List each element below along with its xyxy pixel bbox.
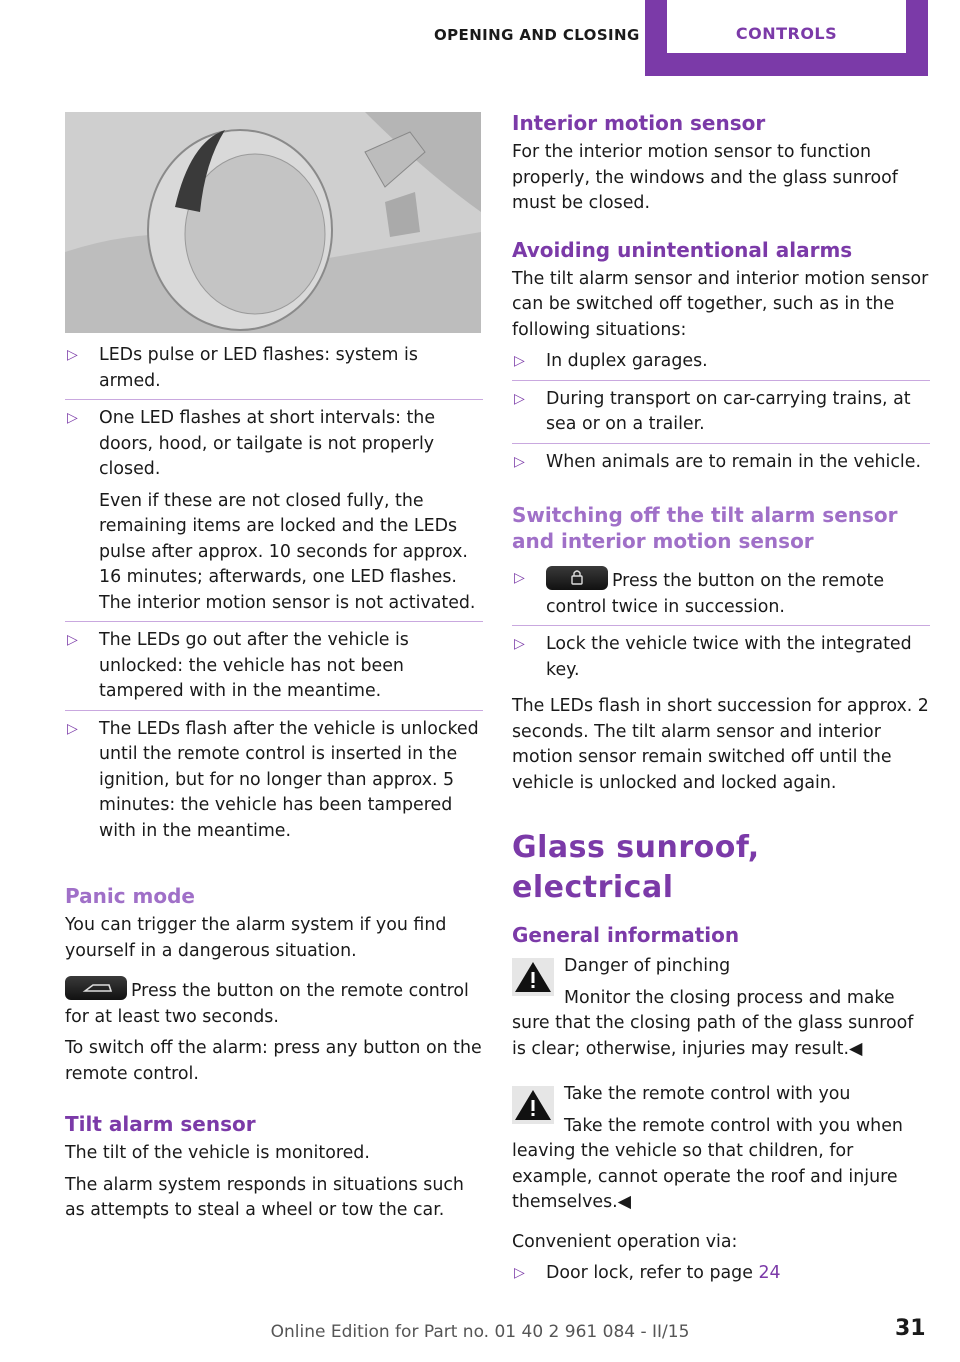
- triangle-bullet-icon: ▷: [514, 353, 525, 369]
- list-item: ▷ During transport on car-carrying trains, at sea or on a trailer.: [512, 387, 930, 444]
- convenient-operation-text: Convenient operation via:: [512, 1231, 738, 1252]
- right-column: [512, 110, 930, 1298]
- triangle-bullet-icon: ▷: [514, 1265, 525, 1281]
- avoid-alarms-text: The tilt alarm sensor and interior motion sensor can be switched off together, such as in the following situations:: [512, 268, 929, 340]
- panic-mode-instruction: Press the button on the remote control for at least two seconds.: [65, 976, 483, 1030]
- triangle-bullet-icon: ▷: [514, 390, 525, 407]
- list-item: ▷ One LED flashes at short intervals: the doors, hood, or tailgate is not properly closed. Even if these are not closed fully, the remaining items are locked and the LEDs pulse after approx. 10 seconds for approx. 16 minutes; afterwards, one LED flashes. The interior motion sensor is not activated.: [65, 406, 483, 622]
- triangle-bullet-icon: ▷: [67, 632, 78, 648]
- switch-off-text: The LEDs flash in short succession for approx. 2 seconds. The tilt alarm sensor and interior motion sensor remain switched off until the vehicle is unlocked and locked again.: [512, 696, 929, 793]
- left-column: [65, 343, 483, 1224]
- triangle-bullet-icon: ▷: [514, 636, 525, 652]
- warning-pinching: [512, 954, 930, 980]
- chapter-tab: [645, 0, 928, 76]
- chapter-tab-label: CONTROLS: [735, 24, 838, 43]
- warning-title: Danger of pinching: [564, 956, 731, 976]
- panic-mode-switch-off: To switch off the alarm: press any button on the remote control.: [65, 1038, 482, 1084]
- warning-text: Take the remote control with you when leaving the vehicle so that children, for example, cannot operate the roof and injure themselves.◀: [512, 1115, 903, 1212]
- triangle-bullet-icon: ▷: [514, 453, 525, 470]
- glass-sunroof-heading: Glass sunroof, electrical: [512, 830, 760, 905]
- lock-button-icon: [546, 566, 608, 590]
- list-item: ▷ Door lock, refer to page 24: [512, 1261, 930, 1292]
- page-reference-link[interactable]: 24: [758, 1263, 781, 1283]
- convenient-operation-list: [512, 1261, 930, 1292]
- triangle-bullet-icon: ▷: [67, 410, 78, 426]
- interior-motion-heading: Interior motion sensor: [512, 111, 766, 135]
- avoid-alarms-heading: Avoiding unintentional alarms: [512, 237, 853, 262]
- page-number: 31: [895, 1316, 926, 1341]
- triangle-bullet-icon: ▷: [67, 720, 78, 737]
- triangle-bullet-icon: ▷: [514, 570, 525, 586]
- tilt-alarm-text-1: The tilt of the vehicle is monitored.: [65, 1143, 370, 1163]
- warning-text: Monitor the closing process and make sure that the closing path of the glass sunroof is clear; otherwise, injuries may result.◀: [512, 987, 914, 1059]
- list-item: ▷ LEDs pulse or LED flashes: system is armed.: [65, 343, 483, 400]
- list-item: ▷ The LEDs go out after the vehicle is unlocked: the vehicle has not been tampered with in the meantime.: [65, 628, 483, 711]
- warning-remote: [512, 1082, 930, 1108]
- list-item: ▷ Lock the vehicle twice with the integrated key.: [514, 634, 912, 680]
- tilt-alarm-heading: Tilt alarm sensor: [65, 1112, 256, 1136]
- alarm-led-photo: [65, 112, 481, 333]
- trunk-button-icon: [65, 976, 127, 1000]
- section-title: OPENING AND CLOSING: [434, 26, 640, 44]
- triangle-bullet-icon: ▷: [67, 347, 78, 363]
- list-item: ▷ When animals are to remain in the vehicle.: [512, 450, 930, 481]
- panic-mode-heading: Panic mode: [65, 884, 195, 908]
- panic-mode-text: You can trigger the alarm system if you find yourself in a dangerous situation.: [65, 915, 447, 961]
- interior-motion-text: For the interior motion sensor to function properly, the windows and the glass sunroof must be closed.: [512, 142, 898, 213]
- list-item: ▷ Press the button on the remote control twice in succession.: [512, 566, 930, 626]
- list-item: ▷ The LEDs flash after the vehicle is unlocked until the remote control is inserted in the ignition, but for no longer than approx. 5 minutes: the vehicle has been tampered with in the meantime.: [67, 718, 479, 841]
- warning-icon: [512, 958, 554, 996]
- switch-off-list: [512, 566, 930, 688]
- general-info-heading: General information: [512, 923, 740, 947]
- edition-footer: Online Edition for Part no. 01 40 2 961 084 - II/15: [270, 1322, 690, 1342]
- led-status-list: [65, 343, 483, 849]
- list-item: ▷ In duplex garages.: [512, 349, 930, 381]
- avoid-alarms-list: [512, 349, 930, 480]
- switch-off-heading: Switching off the tilt alarm sensor and interior motion sensor: [512, 503, 898, 553]
- warning-icon: [512, 1086, 554, 1124]
- tilt-alarm-text-2: The alarm system responds in situations such as attempts to steal a wheel or tow the car.: [65, 1174, 464, 1220]
- warning-title: Take the remote control with you: [564, 1084, 851, 1104]
